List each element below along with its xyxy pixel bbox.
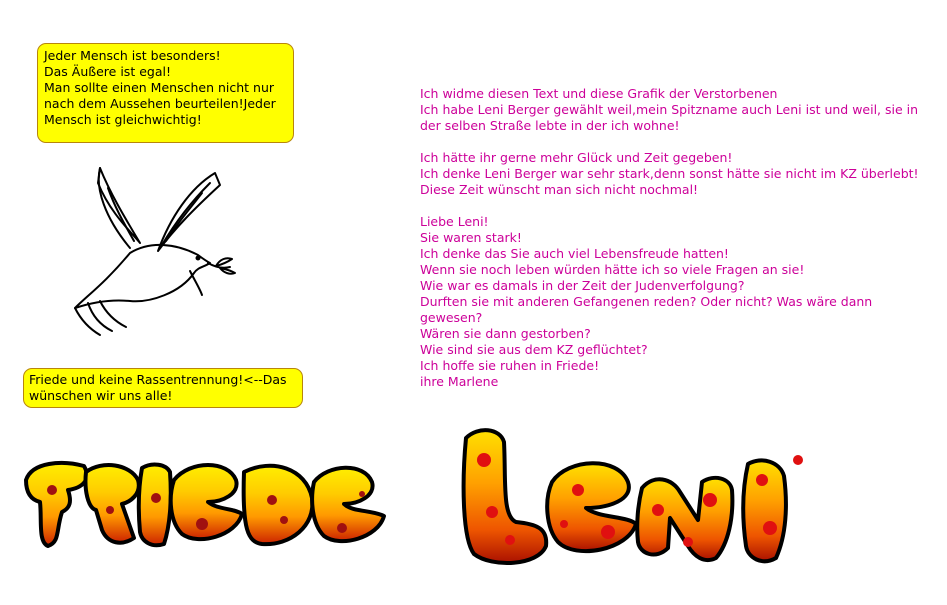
letter-line: Wenn sie noch leben würden hätte ich so viele Fragen an sie! [420,262,805,277]
note-bottom [23,368,303,408]
note-bottom-line: Friede und keine Rassentrennung!<--Das [29,372,287,387]
letter-line: Wären sie dann gestorben? [420,326,591,341]
graffiti-friede [22,450,394,560]
letter-line: ihre Marlene [420,374,499,389]
letter-line: Ich habe Leni Berger gewählt weil,mein Spitzname auch Leni ist und weil, sie in [420,102,919,117]
letter-line: Ich hätte ihr gerne mehr Glück und Zeit gegeben! [420,150,733,165]
letter-line: Ich denke das Sie auch viel Lebensfreude hatten! [420,246,729,261]
letter-line: Liebe Leni! [420,214,489,229]
dedication-letter [420,86,940,390]
letter-line: Wie war es damals in der Zeit der Judenverfolgung? [420,278,745,293]
letter-line: Durften sie mit anderen Gefangenen reden? Oder nicht? Was wäre dann [420,294,873,309]
note-top-line: Das Äußere ist egal! [44,64,171,79]
note-bottom-line: wünschen wir uns alle! [29,388,173,403]
note-top-line: nach dem Aussehen beurteilen!Jeder [44,96,276,111]
letter-line: gewesen? [420,310,483,325]
note-top-line: Man sollte einen Menschen nicht nur [44,80,275,95]
note-top [37,43,294,143]
letter-line: Ich denke Leni Berger war sehr stark,denn sonst hätte sie nicht im KZ überlebt! [420,166,919,181]
graffiti-leni [458,420,838,580]
letter-line: Wie sind sie aus dem KZ geflüchtet? [420,342,648,357]
dove-with-olive-branch-icon [70,163,240,343]
letter-line: Ich hoffe sie ruhen in Friede! [420,358,600,373]
paragraph-gap [420,198,940,214]
note-top-line: Jeder Mensch ist besonders! [44,48,221,63]
letter-line: Sie waren stark! [420,230,522,245]
letter-line: Diese Zeit wünscht man sich nicht nochmal! [420,182,699,197]
paragraph-gap [420,134,940,150]
letter-line: der selben Straße lebte in der ich wohne! [420,118,680,133]
letter-line: Ich widme diesen Text und diese Grafik der Verstorbenen [420,86,778,101]
note-top-line: Mensch ist gleichwichtig! [44,112,202,127]
